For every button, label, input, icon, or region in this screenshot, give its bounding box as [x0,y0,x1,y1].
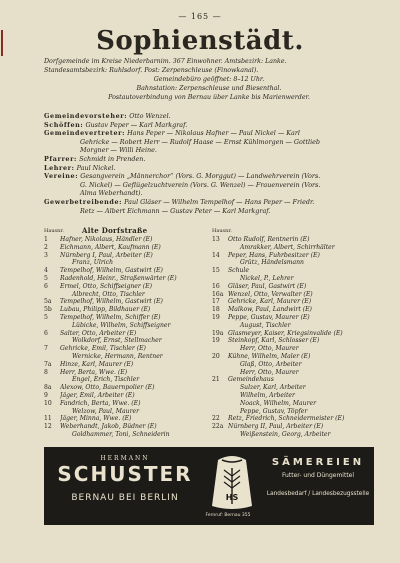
directory-entry [44,369,204,377]
directory-entry [212,267,372,275]
ad-products-line: Landesbedarf / Landesbezugsstelle [266,491,370,497]
house-number: 22a [212,423,224,431]
resident-continuation: Wolkdorf, Ernst, Stellmacher [72,337,162,345]
resident-text: Peppe, Gustav, Maurer (E) [228,313,310,321]
intro-line: Bahnstation: Zerpenschleuse und Biesenthal. [136,85,282,92]
street-column-right [212,227,372,439]
directory-entry [44,423,204,431]
resident-text: Otto Rudolf, Rentnerin (E) [228,236,310,243]
vertreter-value: Hans Peper — Nikolaus Hafner — Paul Nickel — Karl [127,129,300,138]
directory-entry [212,298,372,306]
intro-block [44,57,374,102]
resident-continuation: Engel, Erich, Tischler [72,376,140,384]
vertreter-cont: Morgner — Willi Heine. [80,146,157,155]
house-number: 15 [212,267,220,275]
resident-continuation: Grütz, Händelsmann [240,259,304,267]
intro-line: Standesamtsbezirk: Ruhlsdorf. Post: Zerpenschleuse (Finowkanal). [44,67,259,74]
vereine-value: Gesangverein „Männerchor“ (Vors. G. Morggut) — Landwehrverein (Vors. [80,172,321,181]
resident-continuation: Lübicke, Wilhelm, Schiffseigner [72,321,171,329]
resident-text: Herr, Berta, Wwe. (E) [60,368,128,376]
house-number: 19a [212,329,224,337]
directory-entry [212,283,372,291]
resident-continuation: Glaß, Otto, Arbeiter [240,360,302,368]
vereine-label: Vereine: [44,172,79,181]
resident-text: Ermel, Otto, Schiffseigner (E) [60,282,152,290]
ad-brand-block [50,455,200,503]
ad-brand: SCHUSTER [57,462,193,486]
gewerbe-value: Paul Gläser — Wilhelm Tempelhof — Hans Peper — Friedr. [124,197,315,206]
house-number: 22 [212,415,220,423]
resident-text: Weberhandt, Jakob, Büdner (E) [60,423,157,431]
resident-continuation: Sulzer, Karl, Arbeiter [240,384,306,392]
directory-entry [212,252,372,260]
schoeffen-value: Gustav Peper — Karl Markgraf. [85,120,188,129]
directory-entry [44,275,204,283]
resident-text: Hafner, Nikolaus, Händler (E) [60,236,153,243]
house-number: 7a [44,360,52,368]
ad-products-line: Futter- und Düngemittel [281,472,355,479]
directory-entry [212,376,372,384]
house-number: 2 [44,243,48,251]
directory-entry [44,415,204,423]
vereine-cont: G. Nickel) — Geflügelzuchtverein (Vors. G. Wenzel) — Frauenverein (Vors. [80,180,321,189]
directory-entry [212,236,372,244]
resident-text: Kühne, Wilhelm, Maler (E) [228,352,311,360]
house-number: 5 [44,313,48,321]
house-number: 11 [44,415,52,423]
directory-entry [44,345,204,353]
house-number: 18 [212,306,220,314]
resident-text: Gemeindehaus [228,376,274,384]
resident-text: Salter, Otto, Arbeiter (E) [60,329,137,337]
page-number: — 165 — [178,12,222,21]
ad-products-block [264,457,372,497]
directory-entry [44,392,204,400]
intro-line: Postautoverbindung von Bernau über Lanke bis Marienwerder. [108,94,310,101]
resident-text: Fandrich, Berta, Wwe. (E) [60,399,141,407]
resident-continuation: Albrecht, Otto, Tischler [72,290,145,298]
directory-entry [44,236,204,244]
house-number: 5b [44,306,52,314]
ad-first-name: HERMANN [100,455,150,462]
directory-entry [44,330,204,338]
directory-entry [44,314,204,322]
vorsteher-label: Gemeindevorsteher: [44,112,128,120]
resident-text: Radenhold, Heinr., Straßenwärter (E) [60,274,177,282]
lehrer-label: Lehrer: [44,163,75,172]
resident-continuation: Nickel, P., Lehrer [240,274,294,282]
directory-entry [44,400,204,408]
resident-text: Peper, Hans, Fuhrbesitzer (E) [228,251,320,259]
directory-entry [212,353,372,361]
page-title: Sophienstädt. [96,26,304,56]
street-name: Alte Dorfstraße [82,226,148,235]
directory-entry [212,306,372,314]
resident-text: Jäger, Emil, Arbeiter (E) [60,391,135,399]
directory-entry [44,252,204,260]
resident-text: Schule [228,267,249,275]
resident-text: Wenzel, Otto, Verwalter (E) [228,290,313,298]
house-number: 12 [44,423,52,431]
pfarrer-row [44,155,384,164]
resident-continuation: Goldhammer, Toni, Schneiderin [72,430,170,438]
resident-text: Tempelhof, Wilhelm, Gastwirt (E) [60,267,163,275]
schoeffen-row [44,121,384,130]
resident-continuation: Herr, Otto, Maurer [240,345,299,353]
house-number: 6 [44,282,48,290]
vertreter-cont: Gehricke — Robert Herr — Rudolf Haase — Ernst Kühlmorgen — Gottlieb [80,137,320,146]
resident-continuation: Peppe, Gustav, Töpfer [240,407,308,415]
house-number: 1 [44,236,48,243]
vereine-cont: Alma Weberhandt). [80,189,143,198]
resident-text: Glasmeyer, Kaiser, Kriegsinvalide (E) [228,329,343,337]
resident-continuation: August, Tischler [240,321,291,329]
vorsteher-value: Otto Wenzel. [129,112,171,120]
resident-continuation: Weißenstein, Georg, Arbeiter [240,430,331,438]
directory-entry [44,361,204,369]
resident-continuation: Welzow, Paul, Maurer [72,407,140,415]
gewerbe-row [44,198,384,207]
resident-text: Steinkopf, Karl, Schlosser (E) [228,337,320,345]
directory-entry [44,306,204,314]
resident-continuation: Wilhelm, Arbeiter [240,391,295,399]
resident-text: Gläser, Paul, Gastwirt (E) [228,282,307,290]
resident-text: Alexow, Otto, Bauernpolier (E) [60,384,155,392]
resident-text: Retz, Friedrich, Schneidermeister (E) [228,415,345,423]
house-number: 5 [44,274,48,282]
house-number: 14 [212,251,220,259]
resident-text: Gehricke, Emil, Tischler (E) [60,345,146,353]
directory-entry [44,384,204,392]
street-header-right [212,227,372,236]
officials-block [44,112,384,215]
house-number: 4 [44,267,48,275]
resident-text: Nürnberg II, Paul, Arbeiter (E) [228,423,324,431]
house-number: 16 [212,282,220,290]
directory-entry [44,267,204,275]
resident-text: Eichmann, Albert, Kaufmann (E) [60,243,161,251]
vertreter-label: Gemeindevertreter: [44,129,126,138]
directory-entry [212,337,372,345]
directory-entry [44,298,204,306]
resident-text: Lubau, Philipp, Bildhauer (E) [60,306,151,314]
ad-products-title: SÄMEREIEN [271,457,365,468]
resident-text: Nürnberg I, Paul, Arbeiter (E) [60,251,153,259]
resident-continuation: Amrakker, Albert, Schirrhälter [240,243,335,251]
sack-logo-icon [204,450,260,514]
house-number: 19 [212,313,220,321]
directory-entry [212,291,372,299]
resident-text: Malkow, Paul, Landwirt (E) [228,306,312,314]
lehrer-value: Paul Nickel. [76,163,116,172]
directory-entry [212,415,372,423]
resident-continuation: Franz, Ulrich [72,259,114,267]
gewerbe-cont: Retz — Albert Eichmann — Gustav Peter — Karl Markgraf. [80,206,271,215]
gewerbe-label: Gewerbetreibende: [44,197,123,206]
advertisement [44,447,374,525]
house-number: 7 [44,345,48,353]
house-number: 5a [44,298,52,306]
resident-text: Gehricke, Karl, Maurer (E) [228,298,312,306]
house-number: 8a [44,384,52,392]
house-number: 19 [212,337,220,345]
pfarrer-value: Schmidt in Prenden. [79,154,146,163]
resident-continuation: Noack, Wilhelm, Maurer [240,399,317,407]
vorsteher-row [44,112,384,121]
house-number-header: Hausnr. [44,228,64,234]
lehrer-row [44,164,384,173]
resident-text: Hinze, Karl, Maurer (E) [60,360,134,368]
house-number: 3 [44,251,48,259]
resident-continuation: Herr, Otto, Maurer [240,368,299,376]
directory-entry [44,244,204,252]
street-column-left [44,227,204,439]
intro-line: Dorfgemeinde im Kreise Niederbarnim. 367 Einwohner. Amtsbezirk: Lanke. [44,58,287,65]
house-number: 20 [212,352,220,360]
schoeffen-label: Schöffen: [44,120,84,129]
ad-location: BERNAU BEI BERLIN [71,493,179,503]
street-header [44,227,204,236]
house-number-header: Hausnr. [212,228,232,234]
directory-entry [212,314,372,322]
resident-text: Jäger, Minna, Wwe. (E) [60,415,132,423]
directory-entry [44,283,204,291]
intro-line: Gemeindebüro geöffnet: 8–12 Uhr. [153,76,265,83]
ad-phone: Fernruf: Bernau 355 [205,513,251,518]
vereine-row [44,172,384,181]
pfarrer-label: Pfarrer: [44,154,78,163]
resident-continuation: Wernicke, Hermann, Rentner [72,352,163,360]
house-number: 21 [212,376,220,384]
house-number: 6 [44,329,48,337]
house-number: 13 [212,236,220,243]
resident-text: Tempelhof, Wilhelm, Schiffer (E) [60,313,161,321]
house-number: 8 [44,368,48,376]
directory-entry [212,330,372,338]
house-number: 16a [212,290,224,298]
logo-monogram: HS [225,493,239,502]
resident-text: Tempelhof, Wilhelm, Gastwirt (E) [60,298,163,306]
house-number: 9 [44,391,48,399]
house-number: 17 [212,298,220,306]
directory-entry [212,423,372,431]
house-number: 10 [44,399,52,407]
vertreter-row [44,129,384,138]
